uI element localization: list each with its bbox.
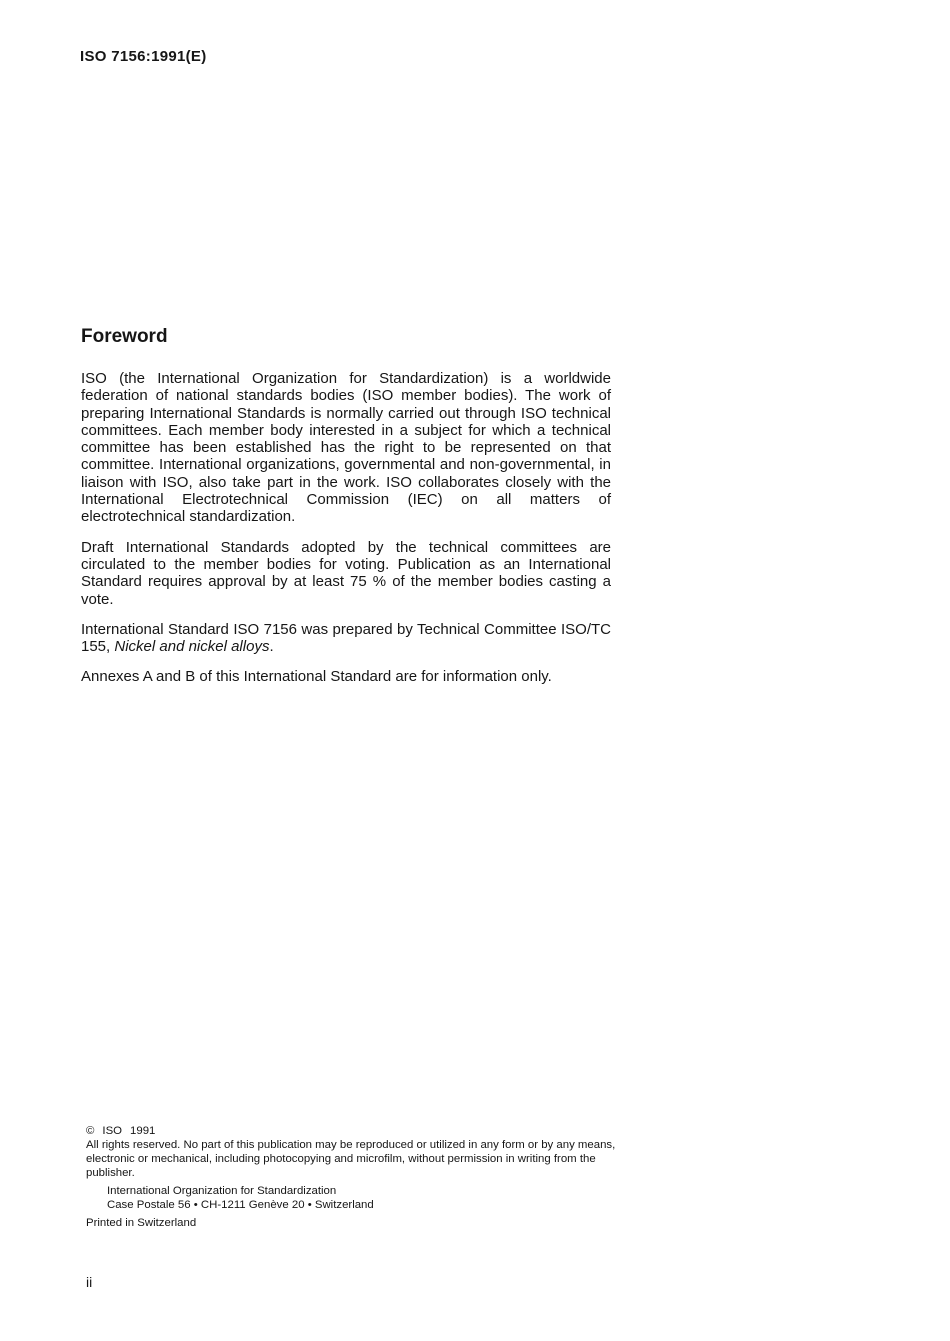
foreword-paragraph-4: Annexes A and B of this International Standard are for information only. (81, 668, 552, 686)
copyright-line (86, 1124, 616, 1138)
publisher-postal-address: Case Postale 56 • CH-1211 Genève 20 • Switzerland (107, 1199, 374, 1211)
foreword-title: Foreword (81, 326, 168, 347)
copyright-block (86, 1124, 616, 1230)
document-id-header: ISO 7156:1991(E) (80, 48, 207, 65)
foreword-paragraph-1: ISO (the International Organization for Standardization) is a worldwide federation of national standards bodies (ISO member bodies). The work of preparing International Standards is normally carried out through ISO technical committees. Each member body interested in a subject for which a technical committee has been established has the right to be represented on that committee. International organizations, governmental and non-governmental, in liaison with ISO, also take part in the work. ISO collaborates closely with the International Electrotechnical Commission (IEC) on all matters of electrotechnical standardization. (81, 370, 611, 526)
foreword-paragraph-2: Draft International Standards adopted by the technical committees are circulated to the member bodies for voting. Publication as an International Standard requires approval by at least 75 % of the member bodies casting a vote. (81, 538, 611, 608)
rights-statement: All rights reserved. No part of this publication may be reproduced or utilized in any form or by any means, electronic or mechanical, including photocopying and microfilm, without permission in writing from the publisher. (86, 1139, 616, 1179)
page-number: ii (86, 1274, 93, 1290)
foreword-paragraph-3 (81, 621, 611, 656)
paragraph-3-text: International Standard ISO 7156 was prepared by Technical Committee ISO/TC 155, (81, 620, 611, 656)
copyright-symbol: © (86, 1125, 95, 1137)
foreword-body (81, 370, 611, 699)
copyright-year: 1991 (130, 1125, 156, 1137)
paragraph-3-end: . (269, 638, 274, 656)
printed-in: Printed in Switzerland (86, 1217, 197, 1229)
copyright-org: ISO (102, 1125, 123, 1137)
publisher-address (107, 1184, 616, 1212)
committee-name: Nickel and nickel alloys (114, 638, 270, 656)
publisher-name: International Organization for Standardization (107, 1185, 337, 1197)
